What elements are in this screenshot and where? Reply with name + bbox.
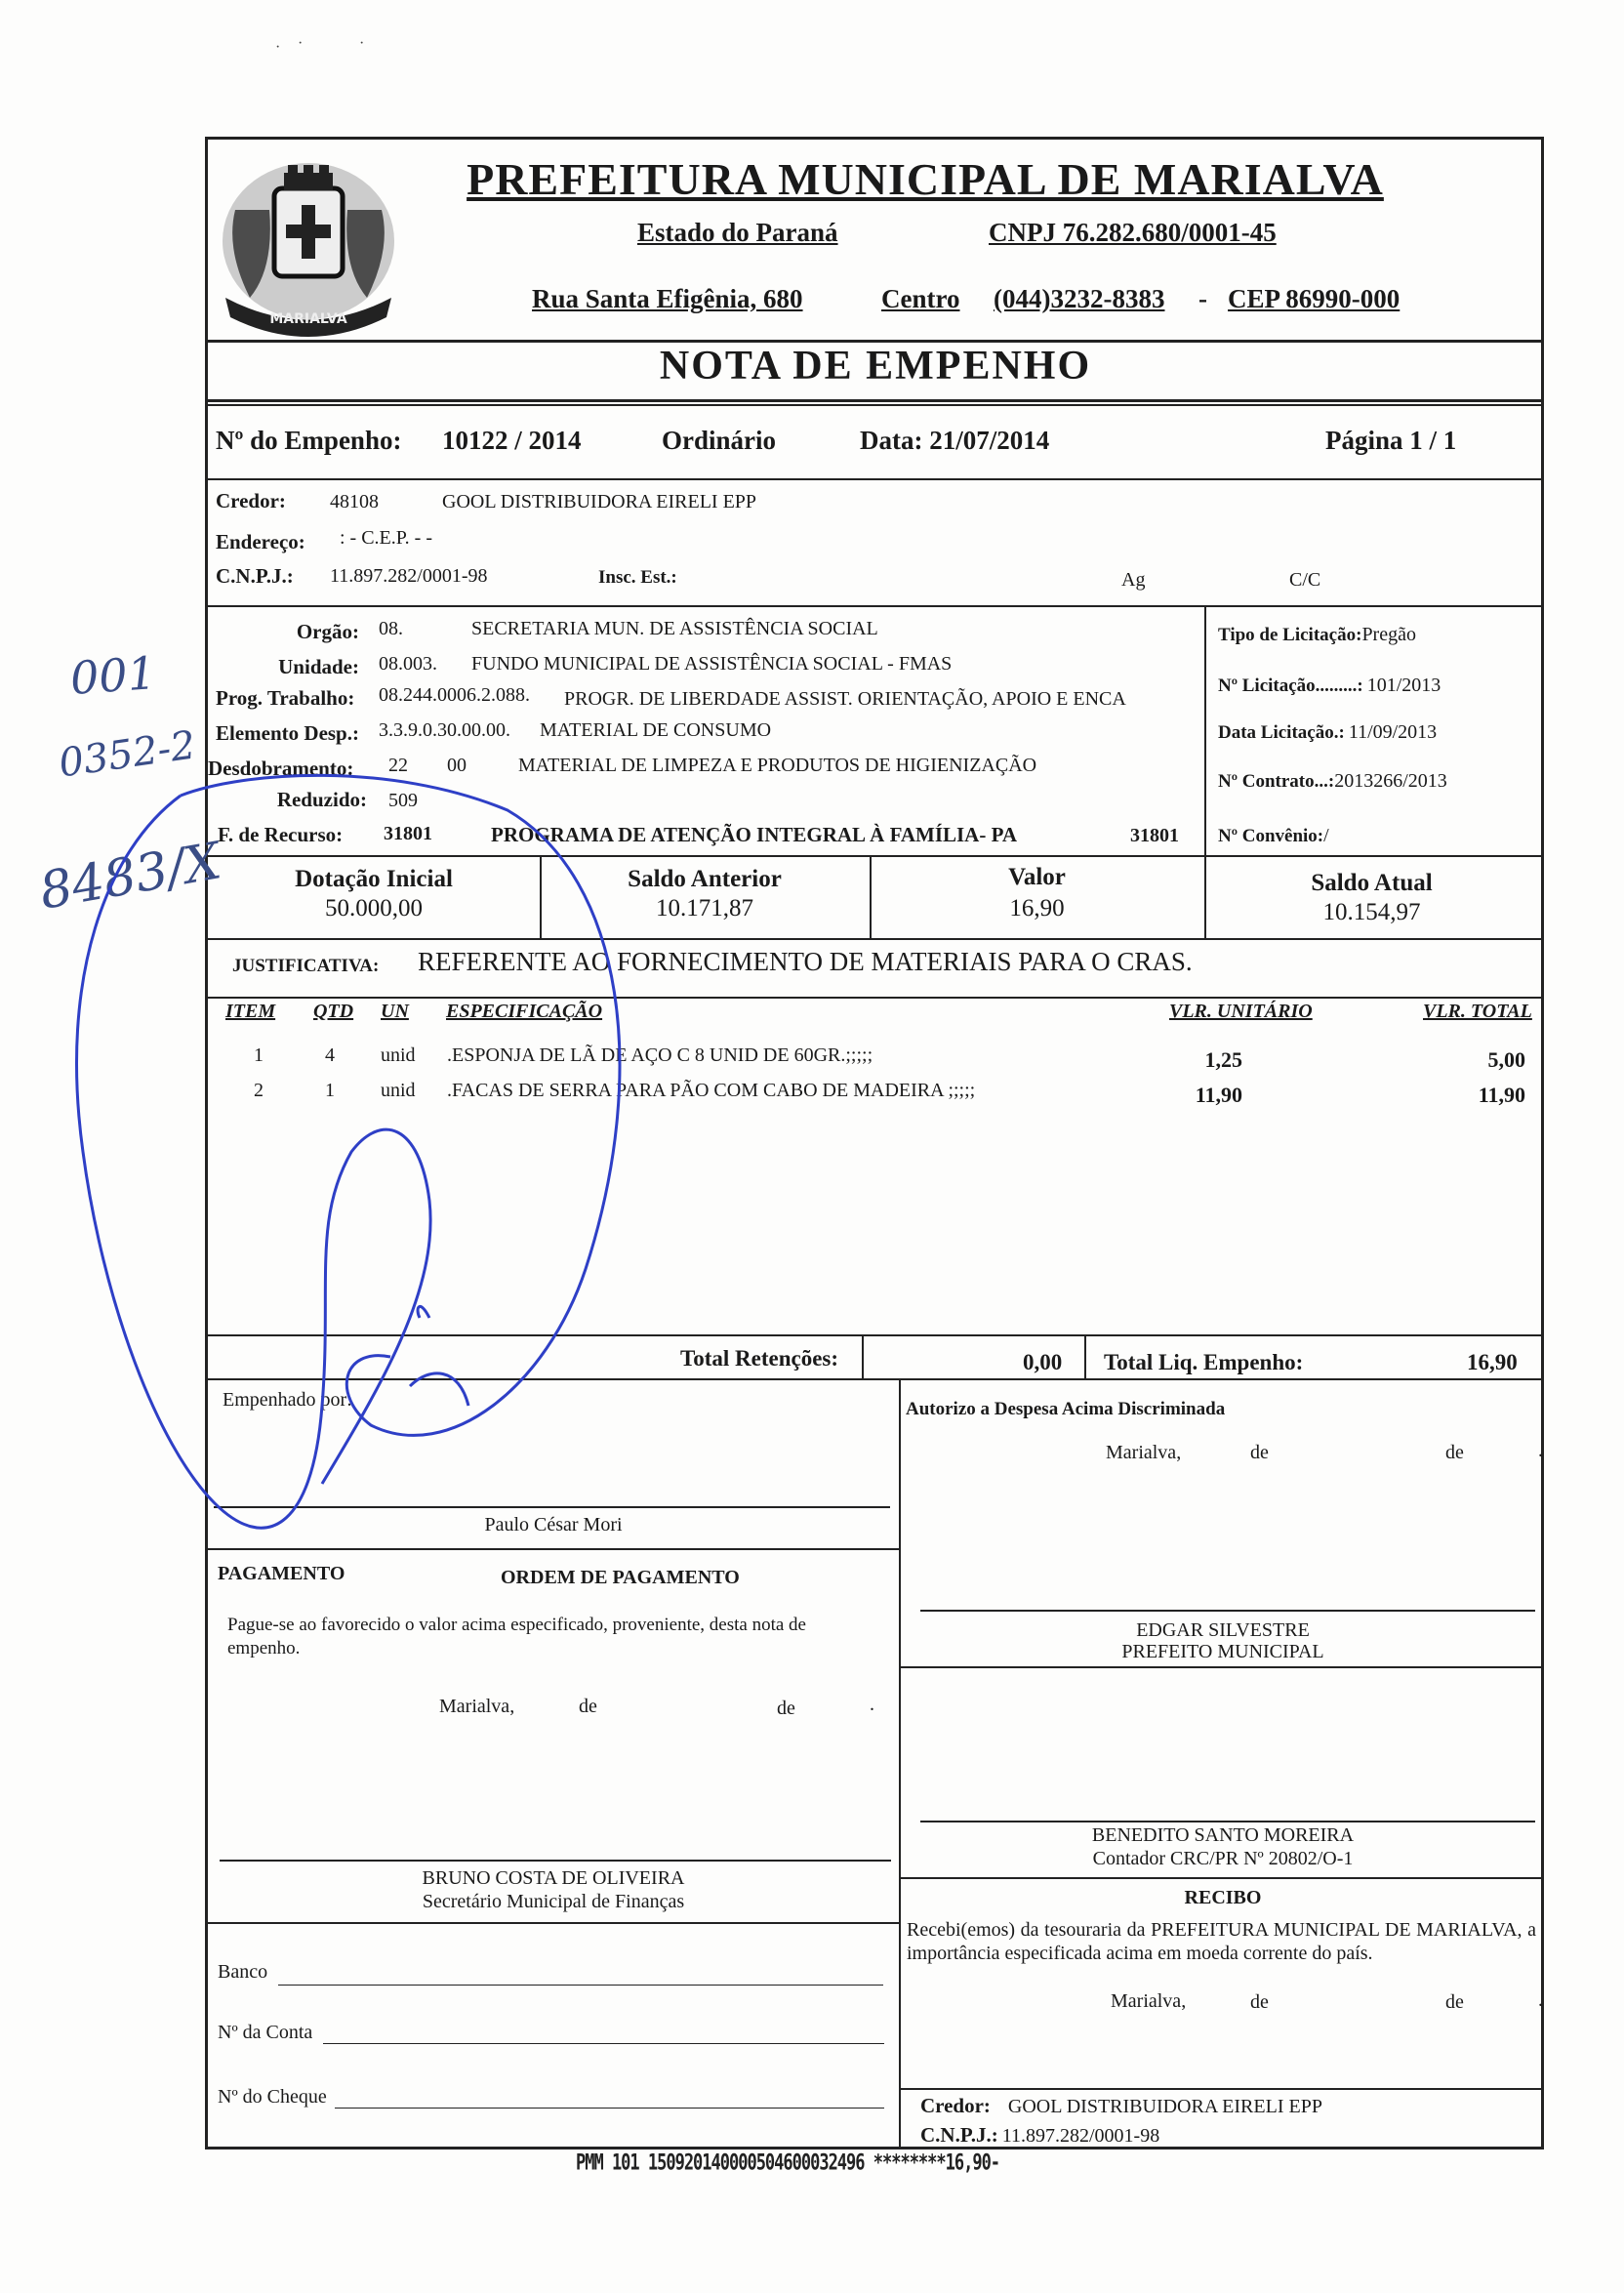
autorizo-de2: de — [1445, 1442, 1464, 1463]
pagamento-city: Marialva, — [439, 1696, 515, 1717]
recibo-city: Marialva, — [1111, 1990, 1187, 2012]
orgao-code: 08. — [379, 618, 403, 639]
secretario-name: BRUNO COSTA DE OLIVEIRA — [422, 1867, 685, 1889]
desdobramento-label: Desdobramento: — [208, 757, 354, 780]
document-title: NOTA DE EMPENHO — [659, 344, 1092, 389]
pagamento-de2: de — [777, 1698, 795, 1719]
col-un: UN — [381, 1001, 409, 1022]
item-spec: .FACAS DE SERRA PARA PÃO COM CABO DE MADEIRA ;;;;; — [447, 1080, 976, 1101]
scan-mark: · — [359, 35, 365, 52]
ag-label: Ag — [1121, 569, 1146, 591]
insc-est-label: Insc. Est.: — [598, 567, 677, 588]
col-qtd: QTD — [313, 1001, 354, 1022]
saldo-atual-value: 10.154,97 — [1322, 899, 1421, 925]
credor-cnpj: 11.897.282/0001-98 — [330, 565, 488, 587]
total-retencoes-value: 0,00 — [1023, 1350, 1063, 1374]
prefeitura-cnpj: CNPJ 76.282.680/0001-45 — [989, 218, 1277, 247]
address-district: Centro — [881, 284, 960, 313]
item-total-value: 5,00 — [1487, 1047, 1525, 1072]
recurso-code: 31801 — [384, 823, 432, 844]
unidade-label: Unidade: — [278, 655, 359, 678]
data-licitacao-value: 11/09/2013 — [1348, 721, 1438, 743]
scan-mark: · — [275, 39, 281, 56]
autorizo-label: Autorizo a Despesa Acima Discriminada — [906, 1399, 1226, 1419]
recibo-credor-label: Credor: — [920, 2094, 991, 2117]
state-name: Estado do Paraná — [637, 218, 838, 247]
item-un: unid — [381, 1080, 416, 1101]
address-street: Rua Santa Efigênia, 680 — [532, 284, 803, 313]
empenho-date: Data: 21/07/2014 — [860, 426, 1050, 455]
pagamento-text: Pague-se ao favorecido o valor acima especificado, proveniente, desta nota de empenho. — [227, 1615, 806, 1658]
num-contrato-label: Nº Contrato...: — [1218, 771, 1335, 792]
reduzido-label: Reduzido: — [276, 788, 367, 811]
total-liq-value: 16,90 — [1467, 1350, 1518, 1374]
desdobramento-desc: MATERIAL DE LIMPEZA E PRODUTOS DE HIGIENIZAÇÃO — [518, 755, 1037, 776]
num-convenio-label: Nº Convênio: — [1218, 826, 1324, 846]
item-unit-value: 1,25 — [1204, 1047, 1242, 1072]
banco-label: Banco — [218, 1961, 268, 1983]
address-sep: - — [1198, 284, 1207, 313]
elemento-label: Elemento Desp.: — [216, 721, 359, 745]
credor-cnpj-label: C.N.P.J.: — [216, 564, 294, 588]
reduzido-value: 509 — [388, 790, 418, 811]
justificativa-text: REFERENTE AO FORNECIMENTO DE MATERIAIS PARA O CRAS. — [418, 947, 1193, 976]
handwritten-note-1: 001 — [68, 646, 158, 705]
cheque-label: Nº do Cheque — [218, 2086, 327, 2108]
empenhado-name: Paulo César Mori — [484, 1514, 623, 1535]
prog-trabalho-code: 08.244.0006.2.088. — [379, 684, 530, 706]
col-especificacao: ESPECIFICAÇÃO — [446, 1001, 603, 1022]
num-licitacao-label: Nº Licitação.........: — [1218, 676, 1363, 696]
prog-trabalho-desc: PROGR. DE LIBERDADE ASSIST. ORIENTAÇÃO, APOIO E ENCA — [564, 688, 1126, 710]
empenho-type: Ordinário — [662, 426, 777, 455]
prefeito-name: EDGAR SILVESTRE — [1136, 1619, 1310, 1641]
pagamento-de1: de — [579, 1696, 597, 1717]
secretario-role: Secretário Municipal de Finanças — [422, 1891, 685, 1912]
item-un: unid — [381, 1044, 416, 1066]
item-spec: .ESPONJA DE LÃ DE AÇO C 8 UNID DE 60GR.;;;;; — [447, 1044, 873, 1066]
item-qtd: 4 — [325, 1044, 335, 1066]
address-phone: (044)3232-8383 — [994, 284, 1165, 313]
orgao-desc: SECRETARIA MUN. DE ASSISTÊNCIA SOCIAL — [471, 618, 878, 639]
endereco-value: : - C.E.P. - - — [340, 527, 432, 549]
recibo-label: RECIBO — [1184, 1887, 1262, 1908]
recurso-label: F. de Recurso: — [218, 823, 344, 846]
address-cep: CEP 86990-000 — [1228, 284, 1401, 313]
pagamento-label: PAGAMENTO — [218, 1563, 345, 1584]
justificativa-label: JUSTIFICATIVA: — [232, 956, 380, 976]
unidade-code: 08.003. — [379, 653, 437, 675]
orgao-label: Orgão: — [296, 620, 359, 643]
empenho-number: 10122 / 2014 — [442, 426, 582, 455]
contador-role: Contador CRC/PR Nº 20802/O-1 — [1092, 1848, 1354, 1869]
autorizo-city: Marialva, — [1106, 1442, 1182, 1463]
elemento-code: 3.3.9.0.30.00.00. — [379, 719, 510, 741]
item-qtd: 1 — [325, 1080, 335, 1101]
item-number: 2 — [254, 1080, 264, 1101]
prefeitura-title: PREFEITURA MUNICIPAL DE MARIALVA — [467, 154, 1384, 204]
recibo-cnpj-value: 11.897.282/0001-98 — [1001, 2125, 1160, 2147]
desdobramento-code1: 22 — [388, 755, 408, 776]
credor-name: GOOL DISTRIBUIDORA EIRELI EPP — [442, 491, 757, 512]
dotacao-value: 50.000,00 — [325, 895, 423, 921]
autorizo-de1: de — [1250, 1442, 1269, 1463]
scan-mark: · — [298, 35, 304, 52]
prefeito-role: PREFEITO MUNICIPAL — [1121, 1641, 1324, 1662]
data-licitacao-label: Data Licitação.: — [1218, 722, 1345, 743]
recurso-desc: PROGRAMA DE ATENÇÃO INTEGRAL À FAMÍLIA- PA — [491, 823, 1018, 846]
item-total-value: 11,90 — [1478, 1083, 1525, 1107]
credor-code: 48108 — [330, 491, 379, 512]
recurso-code2: 31801 — [1130, 825, 1179, 846]
recibo-cnpj-label: C.N.P.J.: — [920, 2123, 998, 2147]
ordem-pagamento-label: ORDEM DE PAGAMENTO — [501, 1567, 740, 1588]
empenho-label: Nº do Empenho: — [216, 426, 402, 455]
dotacao-label: Dotação Inicial — [295, 866, 453, 892]
num-convenio-value: / — [1323, 825, 1329, 846]
saldo-anterior-value: 10.171,87 — [656, 895, 753, 921]
prog-trabalho-label: Prog. Trabalho: — [216, 686, 355, 710]
valor-value: 16,90 — [1009, 895, 1065, 921]
page-number: Página 1 / 1 — [1325, 426, 1457, 455]
pagamento-dot: . — [870, 1694, 874, 1715]
recibo-de1: de — [1250, 1991, 1269, 2013]
item-number: 1 — [254, 1044, 264, 1066]
col-vlr-total: VLR. TOTAL — [1423, 1001, 1532, 1022]
empenhado-label: Empenhado por: — [223, 1389, 352, 1411]
handwritten-note-3: 8483/X — [35, 832, 225, 921]
num-licitacao-value: 101/2013 — [1366, 675, 1441, 696]
handwritten-note-2: 0352-2 — [56, 722, 199, 787]
contador-name: BENEDITO SANTO MOREIRA — [1091, 1824, 1355, 1846]
svg-text:MARIALVA: MARIALVA — [269, 311, 347, 327]
saldo-atual-label: Saldo Atual — [1311, 870, 1433, 896]
total-retencoes-label: Total Retenções: — [680, 1346, 839, 1371]
col-item: ITEM — [225, 1001, 276, 1022]
footer-code: PMM 101 150920140000504600032496 ********16,90- — [576, 2150, 1000, 2176]
recibo-credor-value: GOOL DISTRIBUIDORA EIRELI EPP — [1007, 2096, 1322, 2117]
autorizo-dot: . — [1538, 1440, 1543, 1461]
endereco-label: Endereço: — [216, 530, 305, 553]
tipo-licitacao-label: Tipo de Licitação: — [1218, 625, 1362, 645]
recibo-dot: . — [1538, 1989, 1543, 2011]
cc-label: C/C — [1289, 569, 1321, 591]
conta-label: Nº da Conta — [218, 2022, 313, 2043]
tipo-licitacao-value: Pregão — [1361, 624, 1416, 645]
elemento-desc: MATERIAL DE CONSUMO — [540, 719, 772, 741]
desdobramento-code2: 00 — [447, 755, 467, 776]
num-contrato-value: 2013266/2013 — [1334, 770, 1447, 792]
credor-label: Credor: — [216, 489, 286, 512]
total-liq-label: Total Liq. Empenho: — [1104, 1350, 1304, 1374]
item-unit-value: 11,90 — [1195, 1083, 1242, 1107]
valor-label: Valor — [1008, 864, 1066, 890]
saldo-anterior-label: Saldo Anterior — [628, 866, 782, 892]
recibo-de2: de — [1445, 1991, 1464, 2013]
col-vlr-unitario: VLR. UNITÁRIO — [1169, 1001, 1313, 1022]
recibo-text: Recebi(emos) da tesouraria da PREFEITURA MUNICIPAL DE MARIALVA, a importância especificada acima em moeda corrente do país. — [907, 1919, 1536, 1964]
unidade-desc: FUNDO MUNICIPAL DE ASSISTÊNCIA SOCIAL - FMAS — [471, 653, 953, 675]
